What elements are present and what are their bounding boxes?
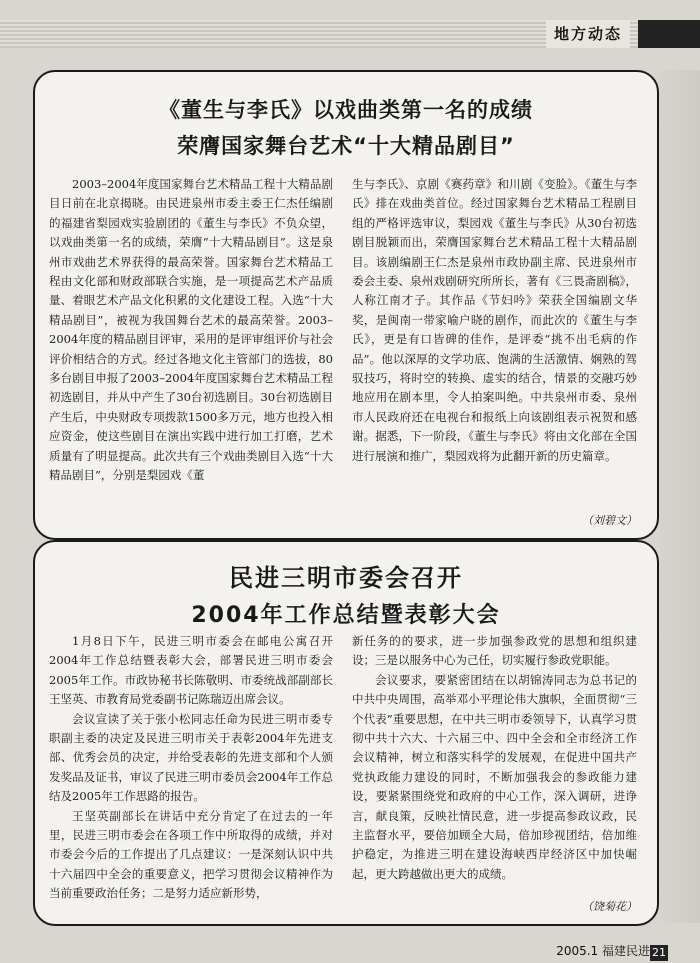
article2-paragraph: 王坚英副部长在讲话中充分肯定了在过去的一年里，民进三明市委会在各项工作中所取得的成绩，并对市委会今后的工作提出了几点建议：一是深刻认识中共十六届四中全会的重要意义，把学习贯彻会议精神作为当前重要政治任务；二是努力适应新形势， — [49, 808, 333, 901]
article2-paragraph: 会议宣读了关于张小松同志任命为民进三明市委专职副主委的决定及民进三明市关于表彰2004年先进支部、优秀会员的决定，并给受表彰的先进支部和个人颁发奖品及证书，审议了民进三明市委员会2004年工作总结及2005年工作思路的报告。 — [49, 711, 333, 804]
article2-title-line1: 民进三明市委会召开 — [229, 564, 463, 592]
footer — [0, 933, 700, 963]
header-tab — [638, 20, 700, 48]
section-label: 地方动态 — [546, 20, 630, 48]
article1-byline: （刘碧文） — [582, 514, 637, 527]
article2-paragraph-cont: 新任务的的要求，进一步加强参政党的思想和组织建设；三是以服务中心为己任，切实履行参政党职能。 — [352, 634, 637, 668]
issue-label: 2005.1 福建民进 — [556, 944, 650, 958]
article-card-2 — [33, 540, 659, 926]
article2-paragraph: 会议要求，要紧密团结在以胡锦涛同志为总书记的中共中央周围，高举邓小平理论伟大旗帜，全面贯彻“三个代表”重要思想，在中共三明市委领导下，认真学习贯彻中共十六大、十六届三中、四中全会和全市经济工作会议精神，树立和落实科学的发展观，在促进中国共产党执政能力建设的同时，不断加强我会的参政能力建设，要紧紧围绕党和政府的中心工作，深入调研，进诤言，献良策，反映社情民意，进一步提高参政议政，民主监督水平，要倍加顾全大局，倍加珍视团结，倍加维护稳定，为推进三明在建设海峡西岸经济区中加快崛起，更大跨越做出更大的成绩。 — [352, 672, 637, 881]
article-card-1 — [33, 70, 659, 540]
article1-title-line1: 《董生与李氏》以戏曲类第一名的成绩 — [159, 98, 533, 122]
article2-column-right — [352, 632, 637, 884]
article1-column-right — [352, 175, 637, 466]
page-edge — [660, 70, 700, 923]
article2-byline: （饶菊花） — [582, 900, 637, 913]
article2-title-line2: 2004年工作总结暨表彰大会 — [191, 603, 501, 628]
page-number: 21 — [652, 946, 666, 959]
article2-paragraph: 1月8日下午，民进三明市委会在邮电公寓召开2004年工作总结暨表彰大会，部署民进三明市委会2005年工作。市政协秘书长陈敬明、市委统战部副部长王坚英、市教育局党委副书记陈瑞迈出席会议。 — [49, 634, 333, 707]
article1-title-line2: 荣膺国家舞台艺术“十大精品剧目” — [177, 134, 515, 158]
article2-column-left — [49, 632, 333, 904]
article1-paragraph: 2003–2004年度国家舞台艺术精品工程十大精品剧目日前在北京揭晓。由民进泉州市委主委王仁杰任编剧的福建省梨园戏实验剧团的《董生与李氏》不负众望，以戏曲类第一名的成绩，荣膺“十大精品剧目”。这是泉州市戏曲艺术界获得的最高荣誉。国家舞台艺术精品工程由文化部和财政部联合实施，是一项提高艺术产品质量、着眼艺术产品文化积累的文化建设工程。入选“十大精品剧目”，被视为我国舞台艺术的最高荣誉。2003–2004年度的精品剧目评审，采用的是评审组评价与社会评价相结合的方式。经过各地文化主管部门的选拔，80多台剧目申报了2003–2004年度国家舞台艺术精品工程初选剧目，并从中产生了30台初选剧目。30台初选剧目产生后，中央财政专项拨款1500多万元，地方也投入相应资金，使这些剧目在演出实践中进行加工打磨，艺术质量有了明显提高。此次共有三个戏曲类剧目入选“十大精品剧目”，分别是梨园戏《董 — [49, 177, 333, 483]
header-bar — [0, 0, 700, 62]
article1-paragraph-cont: 生与李氏》、京剧《赛药章》和川剧《变脸》。《董生与李氏》排在戏曲类首位。经过国家舞台艺术精品工程剧目组的严格评选审议，梨园戏《董生与李氏》从30台初选剧目脱颖而出，荣膺国家舞台艺术精品工程十大精品剧目。该剧编剧王仁杰是泉州市政协副主席、民进泉州市委会主委、泉州戏剧研究所所长，著有《三畏斋剧稿》，人称江南才子。其作品《节妇吟》荣获全国编剧文华奖，是闽南一带家喻户晓的剧作，而此次的《董生与李氏》，更是有口皆碑的佳作，是评委“挑不出毛病的作品”。他以深厚的文学功底、饱满的生活激情、娴熟的驾驭技巧，将时空的转换、虚实的结合，情景的交融巧妙地应用在剧本里，令人拍案叫绝。中共泉州市委、泉州市人民政府还在电视台和报纸上向该剧组表示祝贺和感谢。据悉，下一阶段，《董生与李氏》将由文化部在全国进行展演和推广，梨园戏将为此翻开新的历史篇章。 — [352, 177, 637, 463]
article1-column-left — [49, 175, 333, 486]
